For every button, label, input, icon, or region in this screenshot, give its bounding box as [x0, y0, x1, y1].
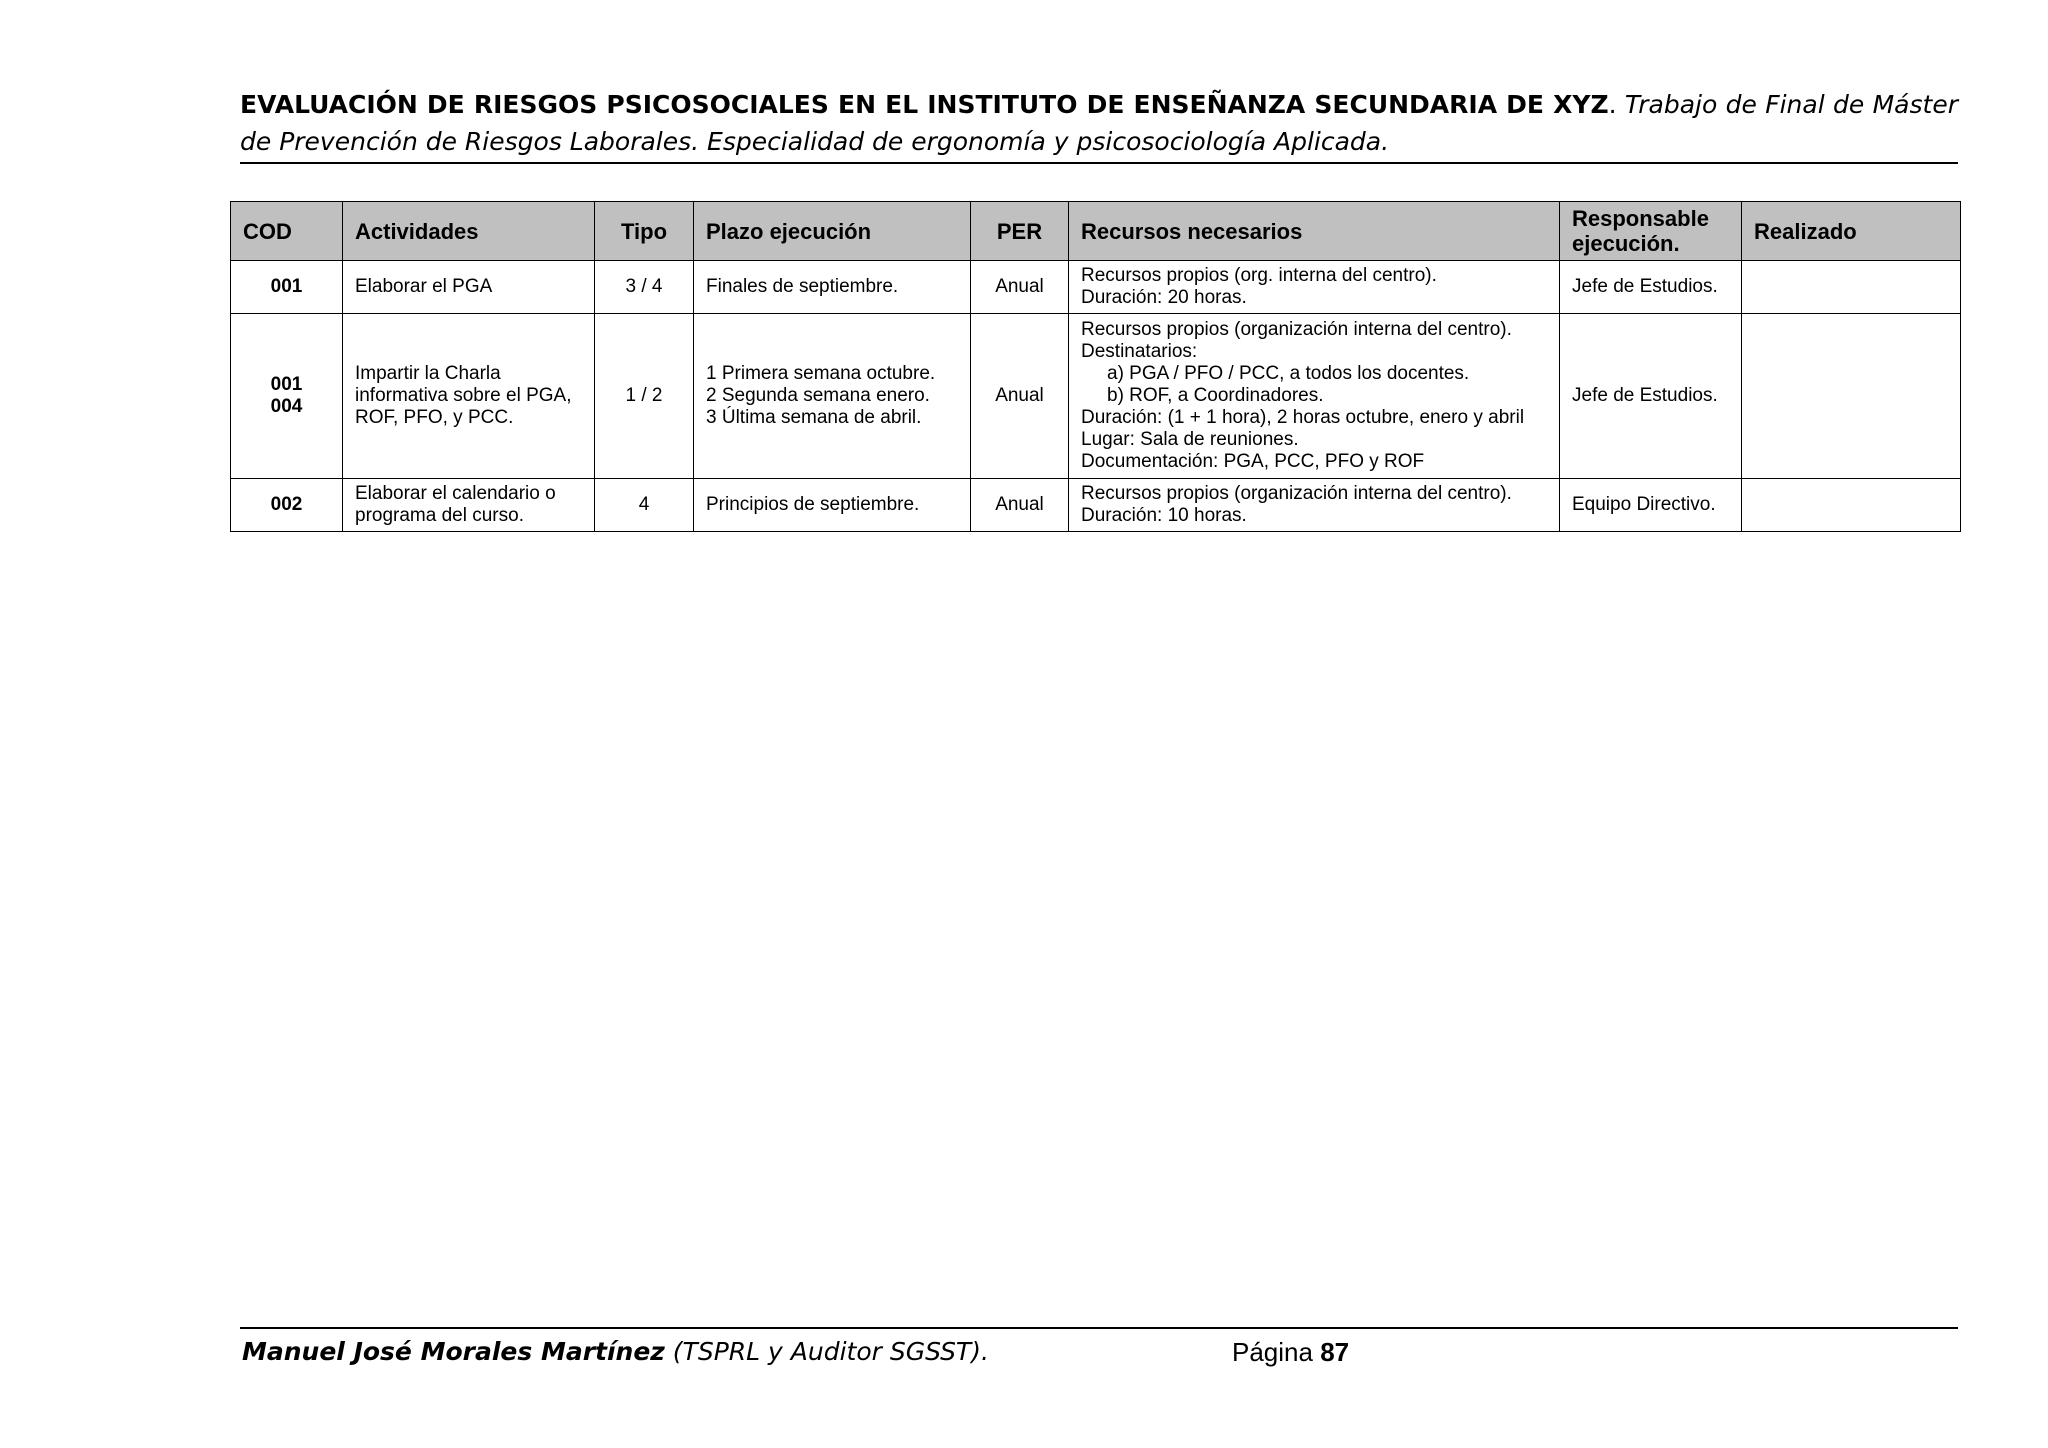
author-name: Manuel José Morales Martínez: [242, 1337, 665, 1366]
table-header-row: [231, 202, 1961, 261]
document-subtitle: Trabajo de Final de Máster de Prevención de Riesgos Laborales. Especialidad de ergonomía y psicosociología Aplicada.: [240, 90, 1958, 156]
page-number: 87: [1320, 1337, 1350, 1367]
cell-plazo: [694, 261, 971, 314]
cell-realizado: [1742, 314, 1961, 479]
cell-per: Anual: [971, 479, 1069, 532]
cell-tipo: 1 / 2: [595, 314, 694, 479]
actividad-line: ROF, PFO, y PCC.: [355, 407, 514, 428]
document-title: EVALUACIÓN DE RIESGOS PSICOSOCIALES EN EL INSTITUTO DE ENSEÑANZA SECUNDARIA DE XYZ: [240, 90, 1609, 119]
title-separator: .: [1608, 90, 1625, 119]
plazo-line: Finales de septiembre.: [706, 276, 899, 297]
cell-realizado: [1742, 479, 1961, 532]
header-responsable: [1560, 202, 1742, 261]
plazo-line: Principios de septiembre.: [706, 494, 920, 515]
recursos-line: a) PGA / PFO / PCC, a todos los docentes.: [1107, 363, 1470, 384]
actividad-line: programa del curso.: [355, 505, 524, 526]
recursos-line: Recursos propios (organización interna del centro).: [1081, 483, 1512, 504]
cell-per: Anual: [971, 261, 1069, 314]
cell-cod: [231, 479, 343, 532]
cell-realizado: [1742, 261, 1961, 314]
plazo-line: 2 Segunda semana enero.: [706, 385, 930, 406]
cod-line: 002: [270, 494, 303, 515]
cell-recursos: [1069, 479, 1560, 532]
header-cod: COD: [231, 202, 343, 261]
plazo-line: 3 Última semana de abril.: [706, 407, 922, 428]
cell-plazo: [694, 314, 971, 479]
cod-line: 001: [270, 276, 303, 297]
recursos-line: Documentación: PGA, PCC, PFO y ROF: [1081, 451, 1425, 472]
table-row: [231, 314, 1961, 479]
cod-line: 001: [270, 374, 303, 395]
header-plazo: Plazo ejecución: [694, 202, 971, 261]
recursos-line: Lugar: Sala de reuniones.: [1081, 429, 1299, 450]
cell-cod: [231, 261, 343, 314]
cod-line: 004: [270, 396, 303, 417]
cell-per: Anual: [971, 314, 1069, 479]
cell-cod: [231, 314, 343, 479]
cell-responsable: Jefe de Estudios.: [1560, 261, 1742, 314]
header-responsable-line: ejecución.: [1572, 231, 1680, 256]
footer-author: [242, 1337, 989, 1366]
actividad-line: Impartir la Charla: [355, 363, 501, 384]
cell-actividades: [343, 314, 595, 479]
cell-actividades: [343, 261, 595, 314]
recursos-line: Destinatarios:: [1081, 341, 1198, 362]
header-responsable-line: Responsable: [1572, 206, 1709, 231]
page-indicator: [1232, 1337, 1349, 1368]
plazo-line: 1 Primera semana octubre.: [706, 363, 936, 384]
cell-recursos: [1069, 261, 1560, 314]
actividad-line: Elaborar el PGA: [355, 276, 493, 297]
header-actividades: Actividades: [343, 202, 595, 261]
recursos-line: Duración: 20 horas.: [1081, 287, 1247, 308]
recursos-line: Recursos propios (organización interna del centro).: [1081, 319, 1512, 340]
actividad-line: informativa sobre el PGA,: [355, 385, 572, 406]
table-row: [231, 479, 1961, 532]
header-per: PER: [971, 202, 1069, 261]
cell-responsable: Equipo Directivo.: [1560, 479, 1742, 532]
actividad-line: Elaborar el calendario o: [355, 483, 556, 504]
cell-tipo: 4: [595, 479, 694, 532]
document-header: [240, 86, 1958, 164]
table-row: [231, 261, 1961, 314]
cell-recursos: [1069, 314, 1560, 479]
document-footer: [240, 1327, 1958, 1375]
header-tipo: Tipo: [595, 202, 694, 261]
activities-table: [230, 201, 1961, 532]
cell-actividades: [343, 479, 595, 532]
header-recursos: Recursos necesarios: [1069, 202, 1560, 261]
recursos-line: Duración: (1 + 1 hora), 2 horas octubre, enero y abril: [1081, 407, 1525, 428]
header-realizado: Realizado: [1742, 202, 1961, 261]
author-role: (TSPRL y Auditor SGSST).: [664, 1337, 989, 1366]
cell-tipo: 3 / 4: [595, 261, 694, 314]
recursos-line: Duración: 10 horas.: [1081, 505, 1247, 526]
recursos-line: Recursos propios (org. interna del centro).: [1081, 265, 1437, 286]
page-label: Página: [1232, 1337, 1321, 1367]
cell-responsable: Jefe de Estudios.: [1560, 314, 1742, 479]
recursos-line: b) ROF, a Coordinadores.: [1107, 385, 1324, 406]
cell-plazo: [694, 479, 971, 532]
